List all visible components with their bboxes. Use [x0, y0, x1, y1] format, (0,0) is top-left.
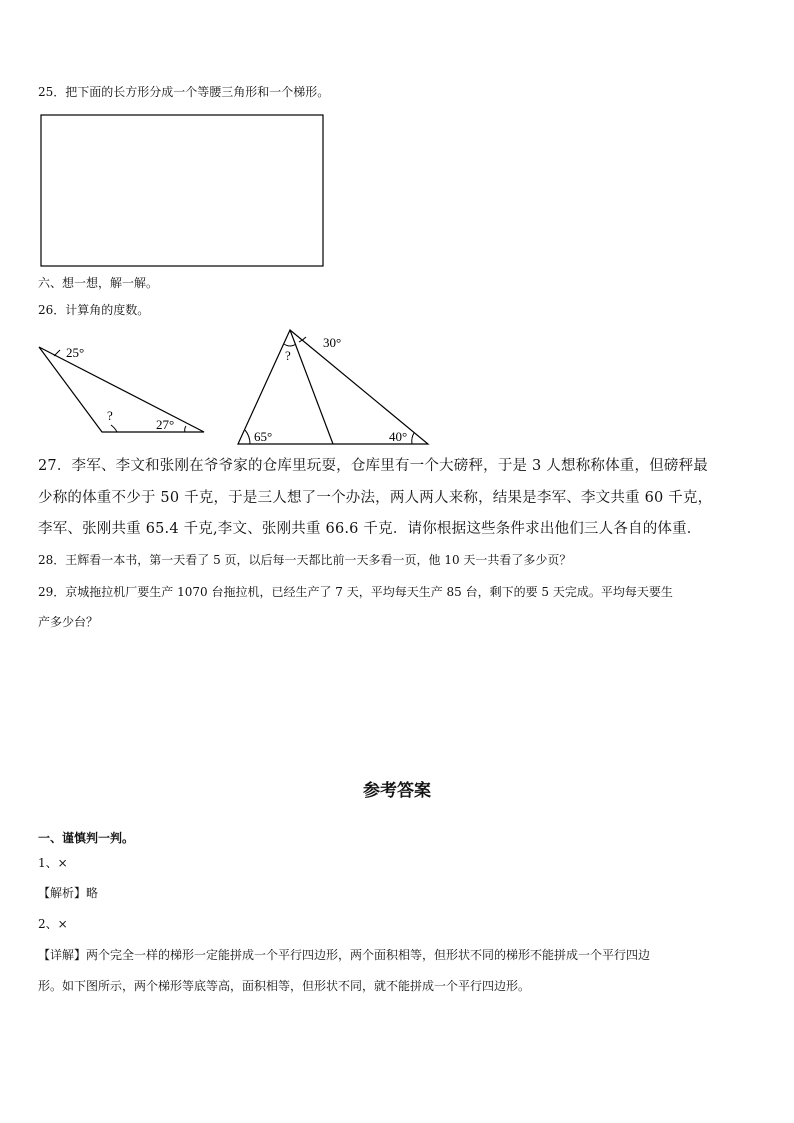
answer-1-analysis: 【解析】略 — [38, 886, 99, 900]
triangle-2-angle-left: 65° — [254, 429, 273, 444]
q26-text: 26．计算角的度数。 — [38, 303, 150, 317]
q25-text: 25．把下面的长方形分成一个等腰三角形和一个梯形。 — [38, 85, 330, 99]
triangle-1-right-arc — [185, 426, 186, 432]
q26-triangle-1 — [39, 345, 204, 432]
q26-triangle-2 — [238, 330, 428, 444]
q27-line-2: 少称的体重不少于 50 千克，于是三人想了一个办法，两人两人来称，结果是李军、李文共重 60 千克， — [38, 490, 713, 506]
q28-text: 28．王辉看一本书，第一天看了 5 页，以后每一天都比前一天多看一页，他 10 天一共看了多少页？ — [38, 553, 572, 567]
triangle-1-top-arc — [54, 350, 60, 356]
triangle-1-angle-right: 27° — [156, 417, 175, 432]
answer-2: 2、× — [38, 917, 68, 931]
triangle-2-left-arc — [245, 430, 250, 444]
triangle-2-right-arc — [412, 433, 414, 444]
triangle-1-angle-top: 25° — [66, 345, 85, 360]
q27-line-1: 27．李军、李文和张刚在爷爷家的仓库里玩耍，仓库里有一个大磅秤，于是 3 人想称称体重，但磅秤最 — [38, 458, 708, 474]
answers-section-1: 一、谨慎判一判。 — [38, 831, 135, 845]
triangle-1-outline — [39, 347, 204, 432]
answer-1: 1、× — [38, 856, 68, 870]
triangle-2-unknown: ? — [285, 348, 291, 363]
q29-line-2: 产多少台？ — [38, 615, 99, 629]
triangle-2-top-arc-left — [284, 344, 296, 346]
q25-rectangle — [41, 115, 323, 266]
q29-line-1: 29．京城拖拉机厂要生产 1070 台拖拉机，已经生产了 7 天，平均每天生产 85 台，剩下的要 5 天完成。平均每天要生 — [38, 585, 673, 599]
answers-title: 参考答案 — [363, 781, 431, 801]
triangle-2-angle-right: 40° — [389, 429, 408, 444]
triangle-1-left-arc — [111, 425, 117, 432]
q27-line-3: 李军、张刚共重 65.4 千克,李文、张刚共重 66.6 千克．请你根据这些条件求出他们三人各自的体重． — [38, 521, 702, 537]
answer-2-detail-line-1: 【详解】两个完全一样的梯形一定能拼成一个平行四边形，两个面积相等，但形状不同的梯形不能拼成一个平行四边 — [38, 948, 651, 962]
section-6-heading: 六、想一想，解一解。 — [38, 276, 159, 290]
answer-2-detail-line-2: 形。如下图所示，两个梯形等底等高，面积相等，但形状不同，就不能拼成一个平行四边形。 — [38, 979, 531, 993]
triangle-1-unknown: ? — [107, 408, 113, 423]
triangle-2-angle-top: 30° — [323, 335, 342, 350]
